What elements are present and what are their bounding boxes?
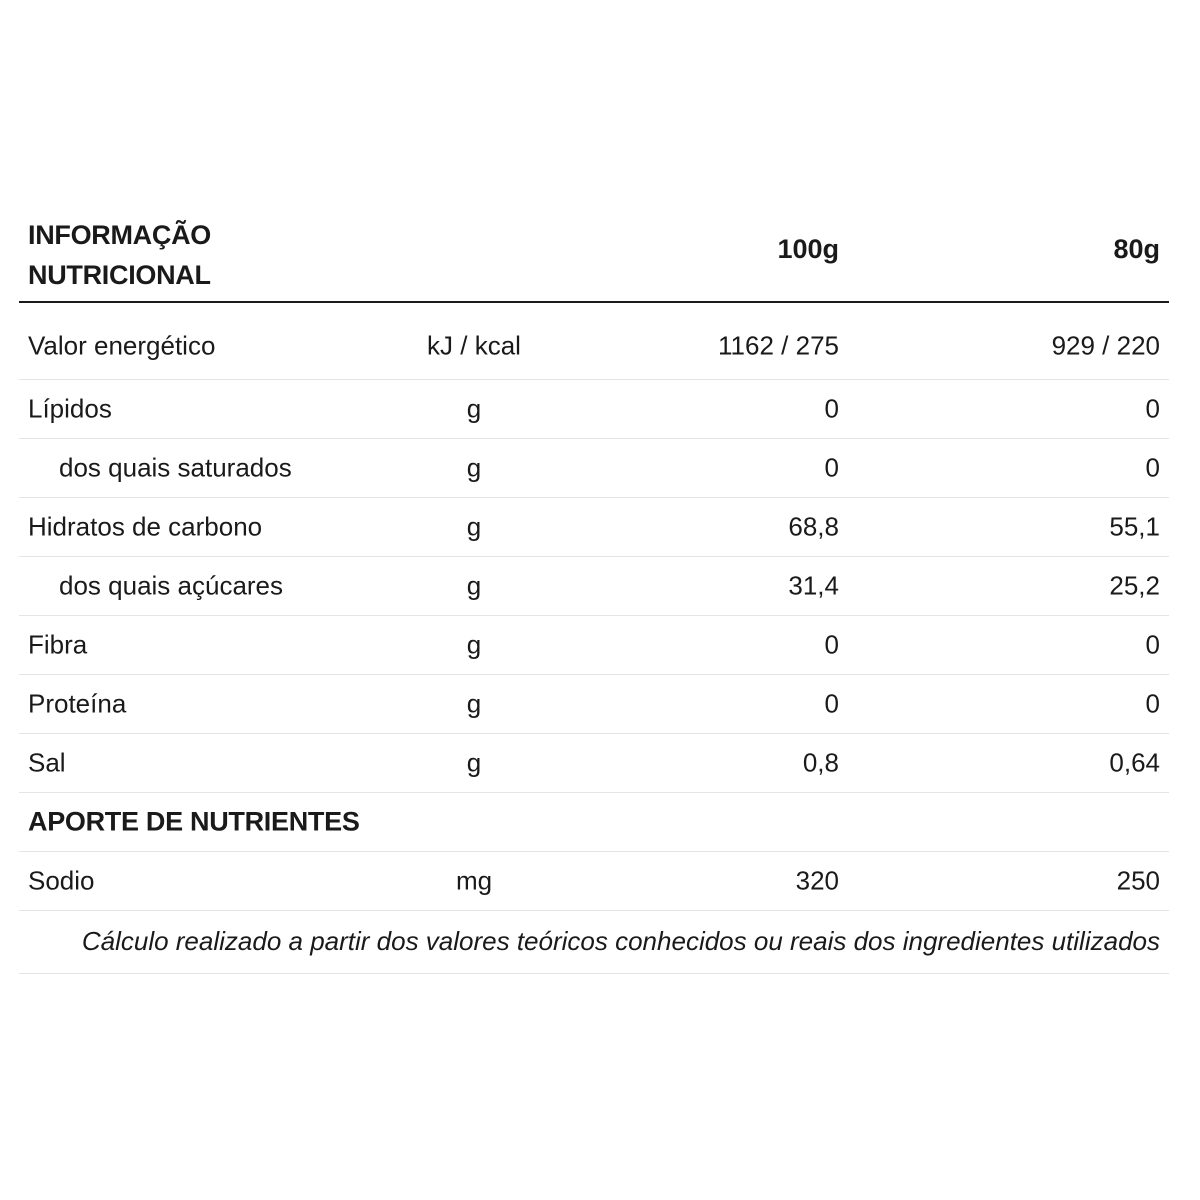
value-80g: 929 / 220 bbox=[1051, 330, 1160, 361]
nutrient-name: dos quais saturados bbox=[59, 452, 292, 483]
nutrient-name: dos quais açúcares bbox=[59, 570, 284, 601]
value-80g: 25,2 bbox=[1109, 570, 1160, 601]
nutrient-unit: g bbox=[466, 393, 482, 424]
table-row bbox=[19, 557, 1169, 616]
value-100g: 0,8 bbox=[802, 747, 839, 778]
nutrient-unit: g bbox=[466, 570, 482, 601]
nutrient-name: Hidratos de carbono bbox=[28, 511, 263, 542]
footnote: Cálculo realizado a partir dos valores teóricos conhecidos ou reais dos ingredientes utilizados bbox=[19, 911, 1169, 974]
table-row bbox=[19, 734, 1169, 793]
value-80g: 0 bbox=[1145, 688, 1160, 719]
table-row bbox=[19, 498, 1169, 557]
nutrient-name: Valor energético bbox=[28, 330, 216, 361]
value-100g: 1162 / 275 bbox=[718, 330, 839, 361]
table-row bbox=[19, 852, 1169, 911]
table-title bbox=[28, 215, 211, 295]
nutrient-unit: g bbox=[466, 747, 482, 778]
nutrient-name: Sodio bbox=[28, 865, 95, 896]
table-row bbox=[19, 439, 1169, 498]
value-100g: 31,4 bbox=[788, 570, 839, 601]
value-100g: 0 bbox=[824, 629, 839, 660]
column-header-100g: 100g bbox=[777, 234, 839, 264]
column-header-80g: 80g bbox=[1113, 234, 1160, 264]
nutrient-unit: kJ / kcal bbox=[427, 330, 521, 361]
value-100g: 0 bbox=[824, 452, 839, 483]
value-80g: 0 bbox=[1145, 452, 1160, 483]
section-label: APORTE DE NUTRIENTES bbox=[28, 806, 360, 837]
table-header bbox=[19, 205, 1169, 303]
nutrient-name: Proteína bbox=[28, 688, 127, 719]
value-100g: 0 bbox=[824, 393, 839, 424]
value-80g: 250 bbox=[1116, 865, 1160, 896]
value-80g: 0 bbox=[1145, 629, 1160, 660]
nutrient-unit: g bbox=[466, 688, 482, 719]
value-100g: 0 bbox=[824, 688, 839, 719]
nutrient-unit: g bbox=[466, 452, 482, 483]
table-row bbox=[19, 675, 1169, 734]
nutrient-unit: g bbox=[466, 511, 482, 542]
value-100g: 320 bbox=[795, 865, 839, 896]
value-100g: 68,8 bbox=[788, 511, 839, 542]
table-row bbox=[19, 380, 1169, 439]
table-row bbox=[19, 303, 1169, 380]
nutrient-name: Sal bbox=[28, 747, 66, 778]
table-title-line2: NUTRICIONAL bbox=[28, 260, 211, 290]
nutrition-table bbox=[19, 205, 1169, 974]
section-heading bbox=[19, 793, 1169, 852]
table-title-line1: INFORMAÇÃO bbox=[28, 220, 211, 250]
value-80g: 55,1 bbox=[1109, 511, 1160, 542]
nutrient-name: Fibra bbox=[28, 629, 88, 660]
nutrient-unit: g bbox=[466, 629, 482, 660]
nutrient-unit: mg bbox=[455, 865, 493, 896]
table-row bbox=[19, 616, 1169, 675]
value-80g: 0 bbox=[1145, 393, 1160, 424]
nutrient-name: Lípidos bbox=[28, 393, 112, 424]
value-80g: 0,64 bbox=[1109, 747, 1160, 778]
